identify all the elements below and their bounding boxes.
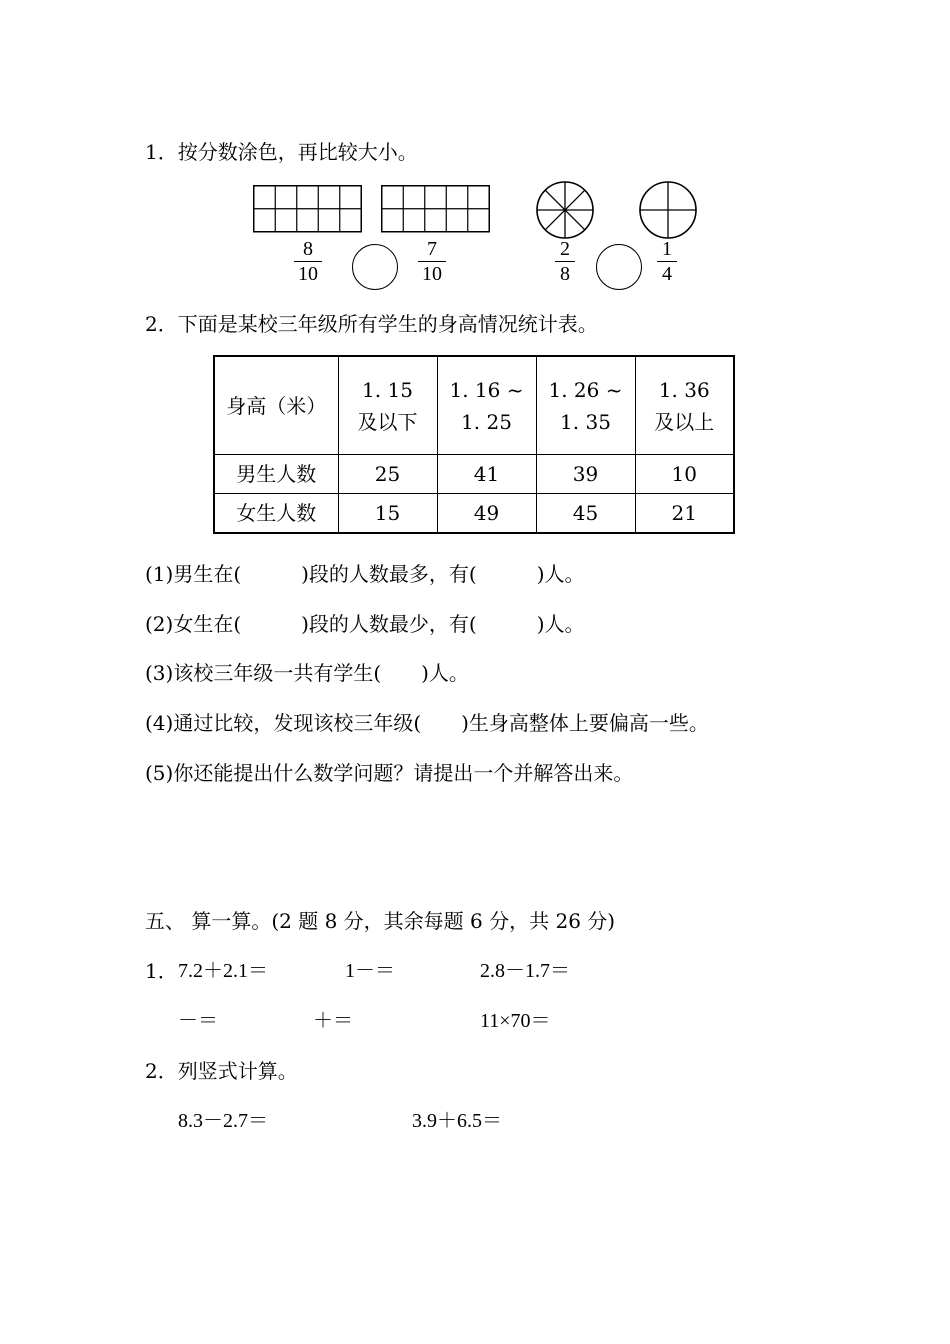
calc-item: 1－＝ [345,960,395,982]
subquestion-5: (5)你还能提出什么数学问题？请提出一个并解答出来。 [145,761,634,785]
fraction-denominator: 4 [662,263,672,285]
subquestion-4: (4)通过比较，发现该校三年级( )生身高整体上要偏高一些。 [145,711,709,735]
calc-item: 11×70＝ [480,1010,551,1032]
calc-item: 2.8－1.7＝ [480,960,570,982]
fraction-denominator: 10 [298,263,318,285]
compare-circle-right[interactable] [596,244,642,290]
section-5-title: 五、 算一算。(2 题 8 分，其余每题 6 分，共 26 分) [145,909,616,933]
fraction-numerator: 1 [662,238,672,260]
fraction-8-10 [294,238,322,285]
table-header-cell: 1. 36 及以上 [635,356,734,455]
table-header-cell: 身高（米） [214,356,338,455]
table-row [214,494,734,534]
calc-item: ＋＝ [313,1010,353,1032]
table-cell: 41 [437,455,536,494]
compare-circle-left[interactable] [352,244,398,290]
fraction-7-10 [418,238,446,285]
fraction-denominator: 8 [560,263,570,285]
fraction-numerator: 7 [427,238,437,260]
fraction-2-8 [555,238,575,285]
subquestion-1: (1)男生在( )段的人数最多，有( )人。 [145,562,585,586]
table-header-cell: 1. 16 ~ 1. 25 [437,356,536,455]
table-cell: 男生人数 [214,455,338,494]
grid-diagram-left [253,185,363,233]
table-cell: 女生人数 [214,494,338,534]
fraction-denominator: 10 [422,263,442,285]
fraction-bar [657,261,677,262]
table-cell: 49 [437,494,536,534]
fraction-bar [418,261,446,262]
calc-question-2-prompt: 2．列竖式计算。 [145,1059,298,1083]
grid-diagram-right [381,185,491,233]
subquestion-3: (3)该校三年级一共有学生( )人。 [145,661,469,685]
table-cell: 21 [635,494,734,534]
table-header-cell: 1. 15 及以下 [338,356,437,455]
fraction-bar [555,261,575,262]
calc-question-1-label: 1． [145,959,178,983]
table-cell: 45 [536,494,635,534]
height-statistics-table [213,355,735,534]
table-cell: 25 [338,455,437,494]
table-row [214,455,734,494]
table-header-row [214,356,734,455]
vertical-calc-item: 8.3－2.7＝ [178,1110,268,1132]
subquestion-2: (2)女生在( )段的人数最少，有( )人。 [145,612,585,636]
vertical-calc-item: 3.9＋6.5＝ [412,1110,502,1132]
circle-quarters-diagram [638,180,698,240]
table-cell: 15 [338,494,437,534]
table-cell: 39 [536,455,635,494]
table-header-cell: 1. 26 ~ 1. 35 [536,356,635,455]
calc-item: 7.2＋2.1＝ [178,960,268,982]
fraction-bar [294,261,322,262]
table-cell: 10 [635,455,734,494]
circle-eighths-diagram [535,180,595,240]
fraction-numerator: 8 [303,238,313,260]
question-1-prompt: 1．按分数涂色，再比较大小。 [145,140,418,164]
question-2-prompt: 2．下面是某校三年级所有学生的身高情况统计表。 [145,312,598,336]
fraction-1-4 [657,238,677,285]
fraction-numerator: 2 [560,238,570,260]
calc-item: －＝ [178,1010,218,1032]
